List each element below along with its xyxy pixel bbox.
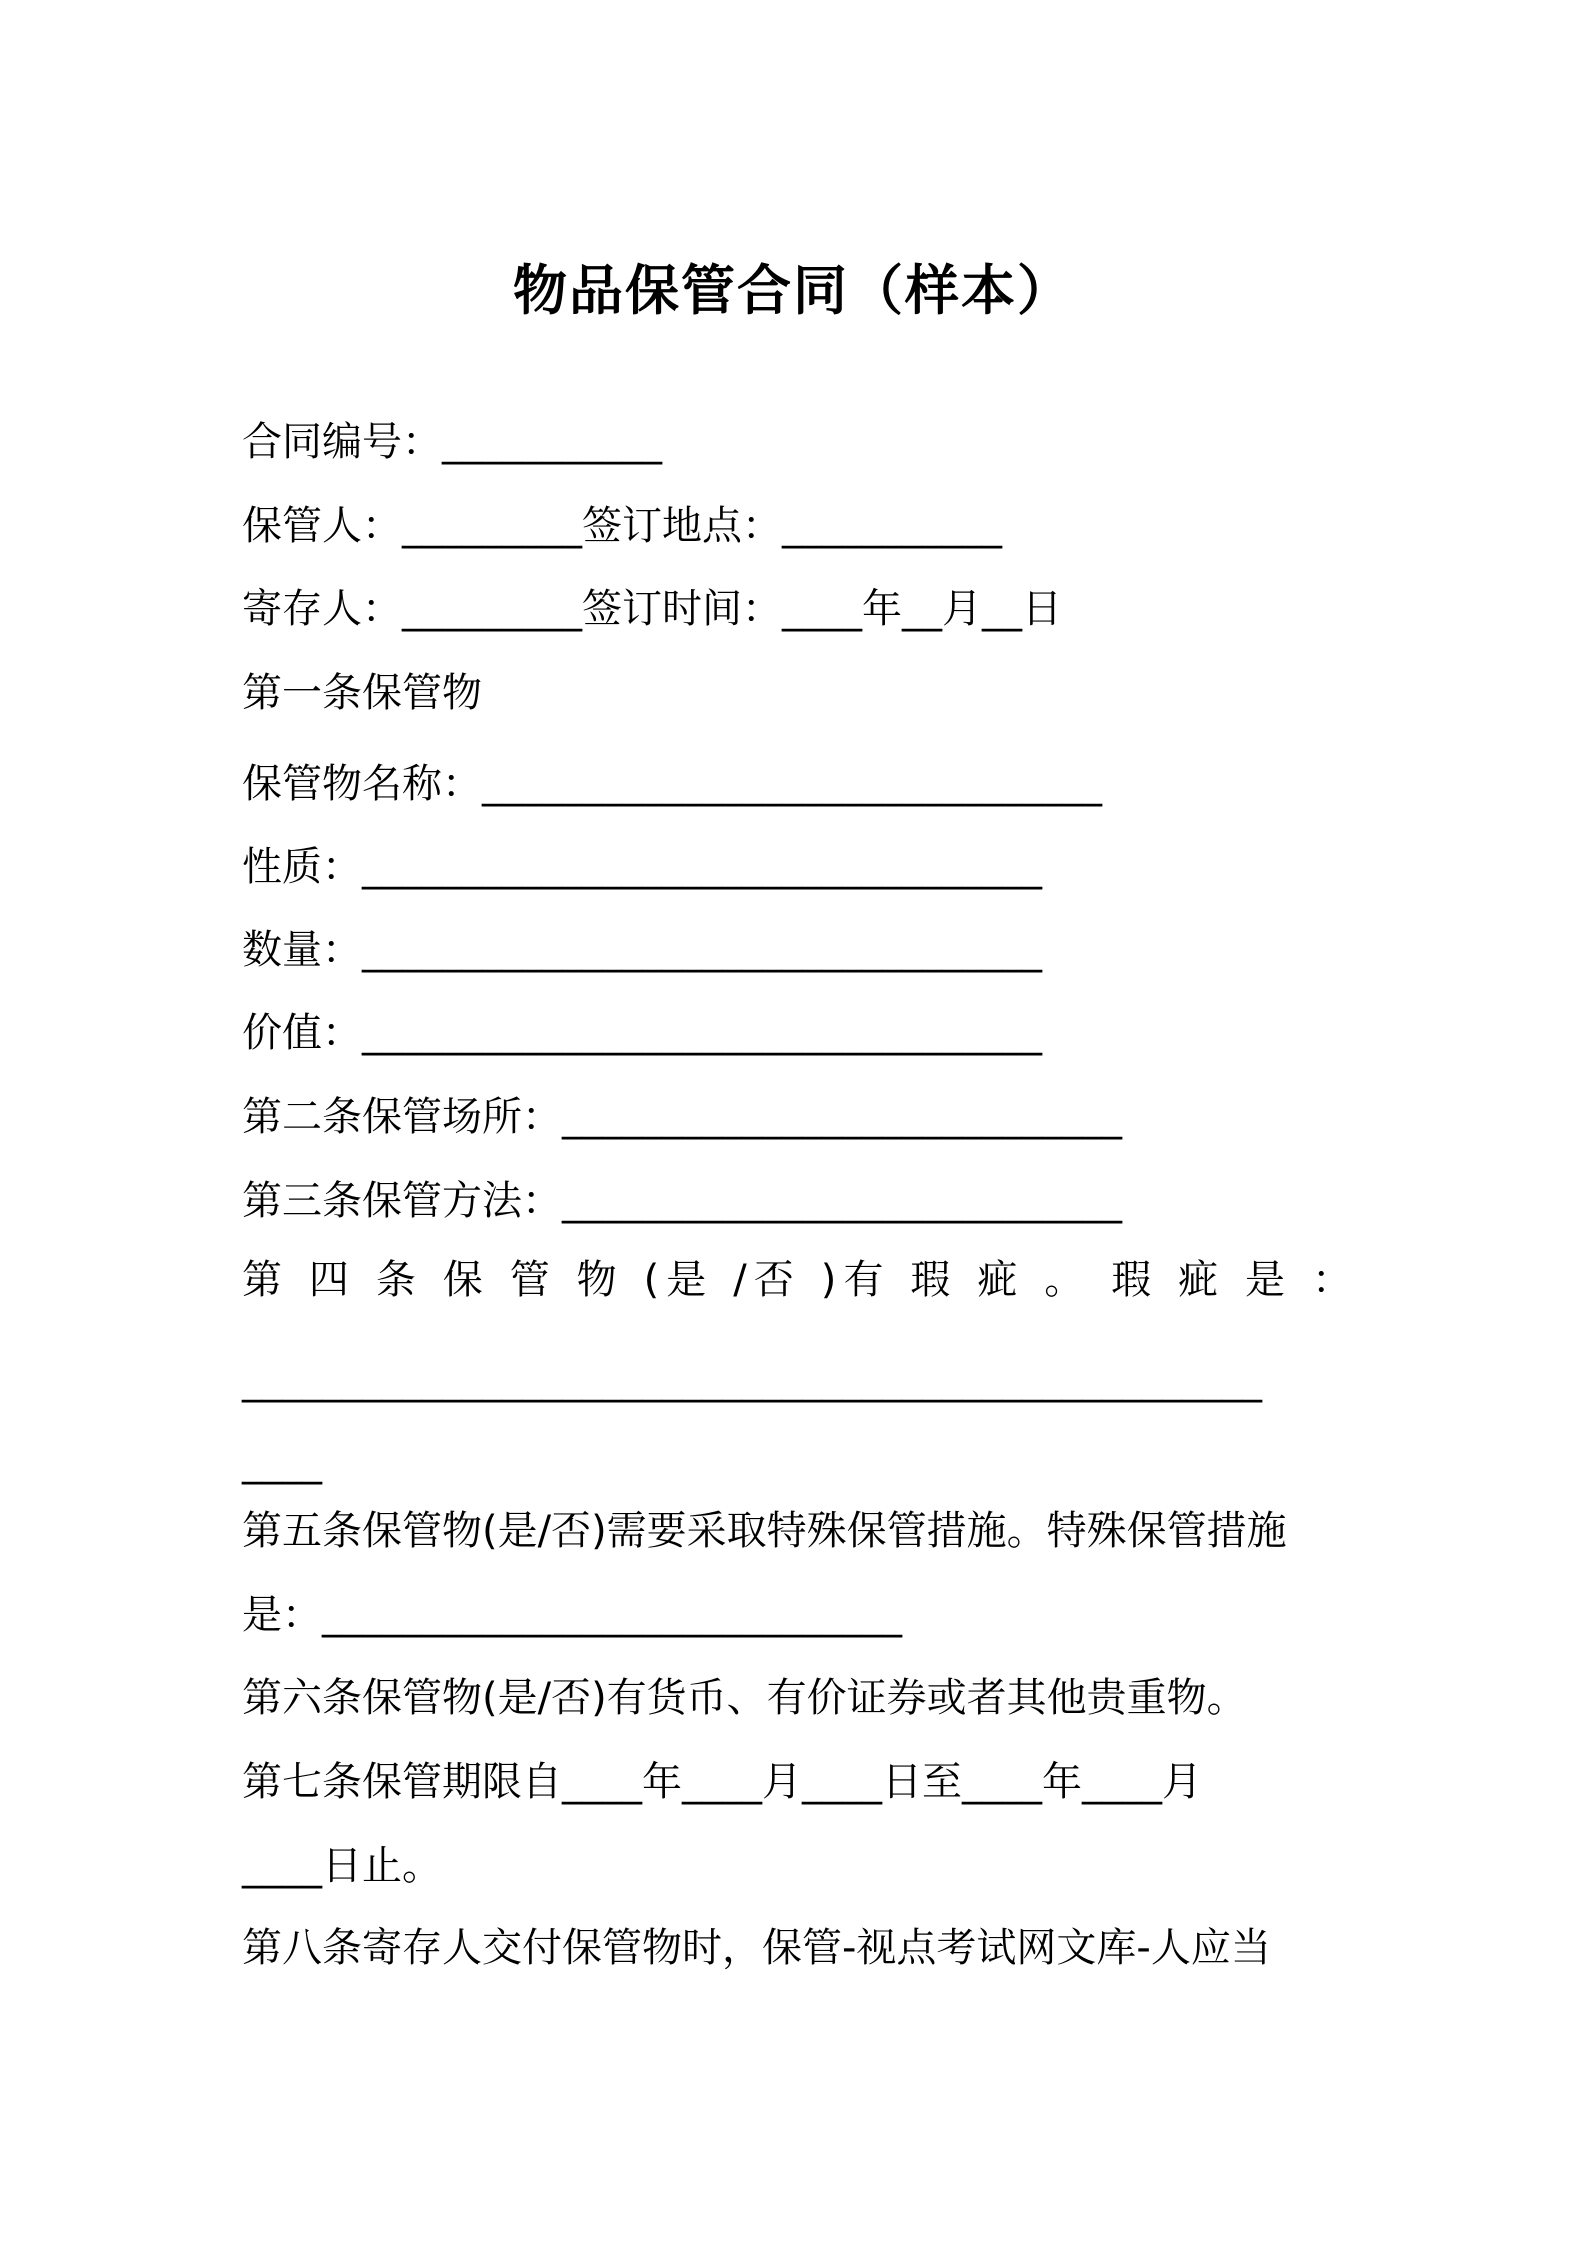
article-4-line: 第 四 条 保 管 物 (是 /否 )有 瑕 疵 。 瑕 疵 是 ： — [242, 1257, 1352, 1303]
custodian-signing-place-line: 保管人：_________签订地点：___________ — [242, 503, 1002, 549]
article-6-line: 第六条保管物(是/否)有货币、有价证券或者其他贵重物。 — [242, 1675, 1247, 1721]
article-3-line: 第三条保管方法：____________________________ — [242, 1178, 1122, 1224]
article-5-continuation: 是：_____________________________ — [242, 1592, 902, 1638]
item-name-line: 保管物名称：_______________________________ — [242, 761, 1102, 807]
document-title: 物品保管合同（样本） — [513, 259, 1073, 322]
article-5-line: 第五条保管物(是/否)需要采取特殊保管措施。特殊保管措施 — [242, 1508, 1287, 1554]
article-4-blank-line-end: ____ — [242, 1439, 322, 1485]
article-8-line: 第八条寄存人交付保管物时，保管-视点考试网文库-人应当 — [242, 1925, 1271, 1971]
item-nature-line: 性质：__________________________________ — [242, 844, 1042, 890]
article-7-line: 第七条保管期限自____年____月____日至____年____月 — [242, 1759, 1202, 1805]
article-2-line: 第二条保管场所：____________________________ — [242, 1094, 1122, 1140]
contract-number-line: 合同编号：___________ — [242, 419, 662, 465]
item-value-line: 价值：__________________________________ — [242, 1010, 1042, 1056]
article-4-blank-line: ___________________________________________________ — [242, 1357, 1262, 1403]
article-7-continuation: ____日止。 — [242, 1843, 442, 1889]
article-1-heading: 第一条保管物 — [242, 670, 482, 716]
depositor-signing-time-line: 寄存人：_________签订时间：____年__月__日 — [242, 586, 1062, 632]
item-quantity-line: 数量：__________________________________ — [242, 927, 1042, 973]
